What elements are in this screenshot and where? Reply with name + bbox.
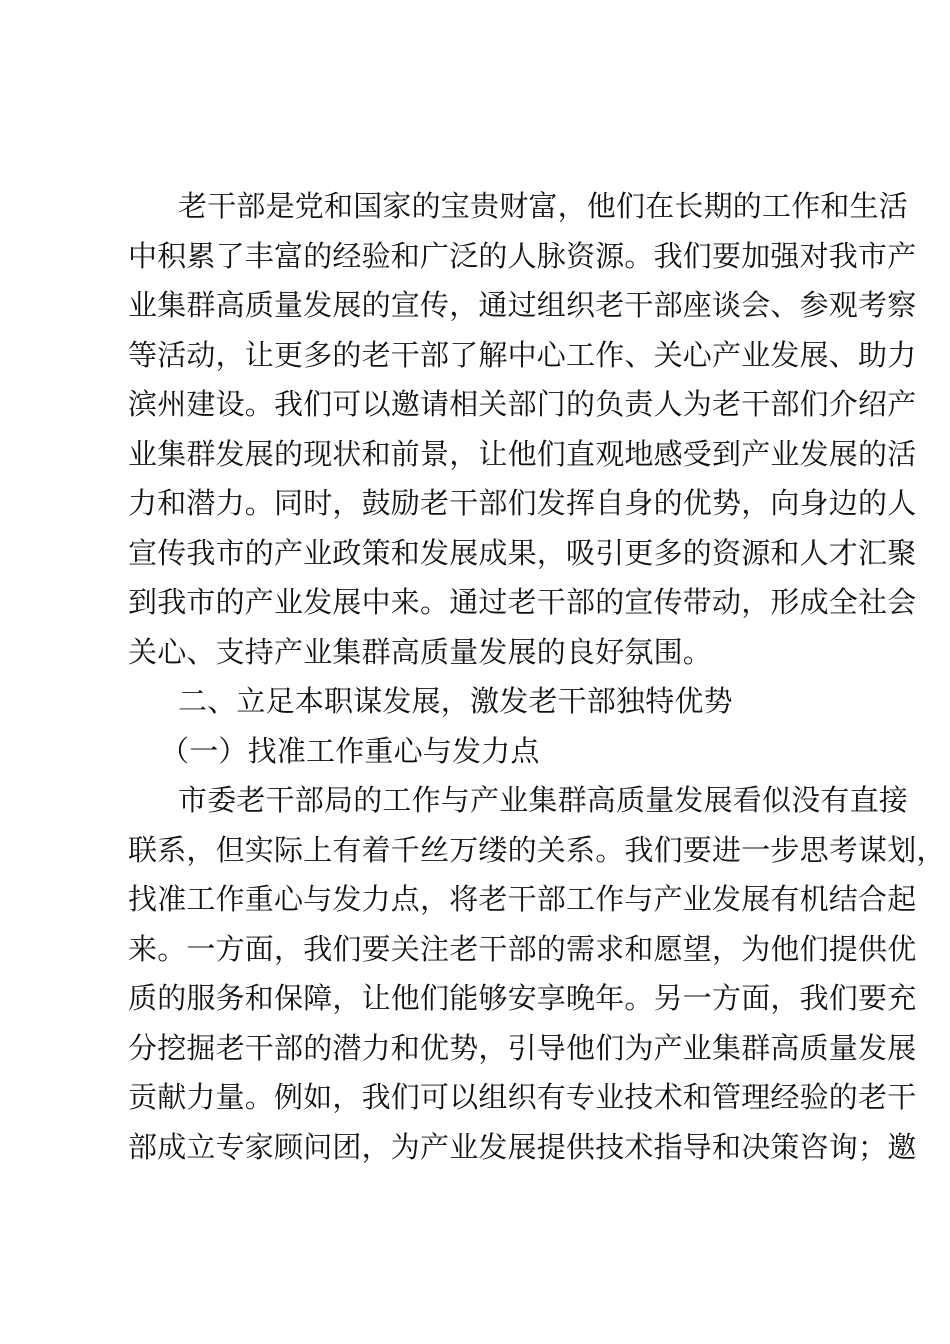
text-line: 分挖掘老干部的潜力和优势，引导他们为产业集群高质量发展 <box>128 1031 917 1065</box>
text-line: 部成立专家顾问团，为产业发展提供技术指导和决策咨询；邀 <box>128 1130 917 1164</box>
text-line: 滨州建设。我们可以邀请相关部门的负责人为老干部们介绍产 <box>128 387 917 421</box>
text-line: 关心、支持产业集群高质量发展的良好氛围。 <box>128 635 713 669</box>
text-line: 力和潜力。同时，鼓励老干部们发挥自身的优势，向身边的人 <box>128 486 917 520</box>
text-line: 老干部是党和国家的宝贵财富，他们在长期的工作和生活 <box>178 189 909 223</box>
text-line: 贡献力量。例如，我们可以组织有专业技术和管理经验的老干 <box>128 1080 917 1114</box>
text-line: 中积累了丰富的经验和广泛的人脉资源。我们要加强对我市产 <box>128 239 917 273</box>
text-line: 等活动，让更多的老干部了解中心工作、关心产业发展、助力 <box>128 338 917 372</box>
text-line: 到我市的产业发展中来。通过老干部的宣传带动，形成全社会 <box>128 585 917 619</box>
text-line: 市委老干部局的工作与产业集群高质量发展看似没有直接 <box>178 783 909 817</box>
subsection-heading: （一）找准工作重心与发力点 <box>160 734 540 768</box>
text-line: 宣传我市的产业政策和发展成果，吸引更多的资源和人才汇聚 <box>128 536 917 570</box>
text-line: 业集群高质量发展的宣传，通过组织老干部座谈会、参观考察 <box>128 288 917 322</box>
section-heading: 二、立足本职谋发展，激发老干部独特优势 <box>178 684 733 718</box>
text-line: 联系，但实际上有着千丝万缕的关系。我们要进一步思考谋划， <box>128 833 946 867</box>
text-line: 来。一方面，我们要关注老干部的需求和愿望，为他们提供优 <box>128 932 917 966</box>
text-line: 质的服务和保障，让他们能够安享晚年。另一方面，我们要充 <box>128 981 917 1015</box>
text-line: 业集群发展的现状和前景，让他们直观地感受到产业发展的活 <box>128 437 917 471</box>
text-line: 找准工作重心与发力点，将老干部工作与产业发展有机结合起 <box>128 882 917 916</box>
